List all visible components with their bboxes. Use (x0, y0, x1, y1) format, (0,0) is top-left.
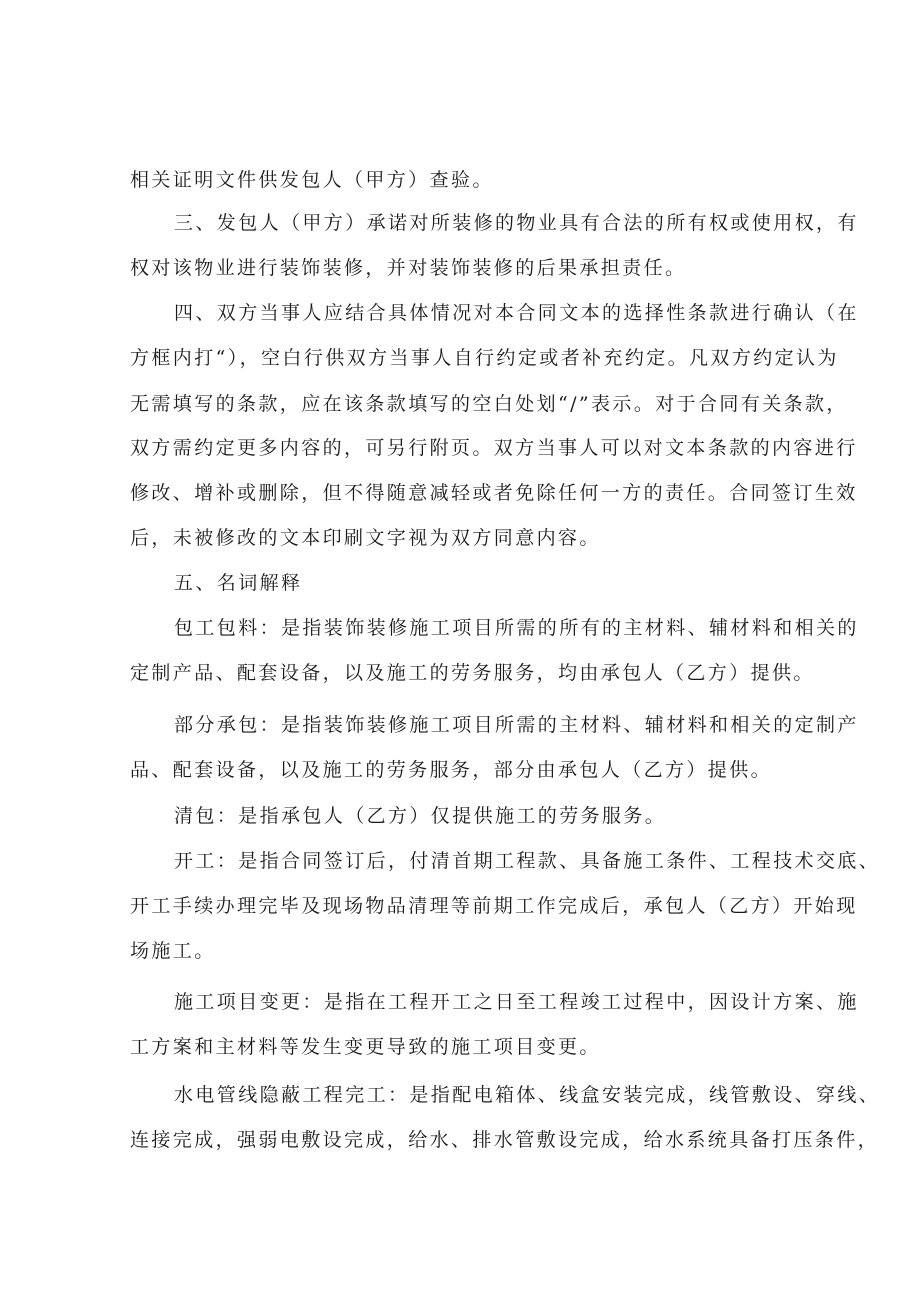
text-line: 部分承包：是指装饰装修施工项目所需的主材料、辅材料和相关的定制产 (174, 714, 859, 736)
text-line: 双方需约定更多内容的，可另行附页。双方当事人可以对文本条款的内容进行 (130, 437, 858, 459)
text-line: 施工项目变更：是指在工程开工之日至工程竣工过程中，因设计方案、施 (174, 991, 859, 1013)
text-line: 三、发包人（甲方）承诺对所装修的物业具有合法的所有权或使用权，有 (174, 212, 859, 234)
text-line: 包工包料：是指装饰装修施工项目所需的所有的主材料、辅材料和相关的 (174, 617, 859, 639)
text-line: 四、双方当事人应结合具体情况对本合同文本的选择性条款进行确认（在 (174, 302, 859, 324)
text-line: 修改、增补或删除，但不得随意减轻或者免除任何一方的责任。合同签订生效 (130, 482, 858, 504)
text-line: 连接完成，强弱电敷设完成，给水、排水管敷设完成，给水系统具备打压条件， (130, 1129, 880, 1151)
section-heading: 五、名词解释 (174, 572, 303, 594)
text-line: 场施工。 (130, 940, 216, 962)
text-line: 品、配套设备，以及施工的劳务服务，部分由承包人（乙方）提供。 (130, 759, 773, 781)
text-line: 开工：是指合同签订后，付清首期工程款、具备施工条件、工程技术交底、 (174, 850, 881, 872)
text-line: 无需填写的条款，应在该条款填写的空白处划“/”表示。对于合同有关条款， (130, 393, 848, 415)
text-line: 清包：是指承包人（乙方）仅提供施工的劳务服务。 (174, 805, 667, 827)
text-line: 工方案和主材料等发生变更导致的施工项目变更。 (130, 1036, 601, 1058)
text-line: 相关证明文件供发包人（甲方）查验。 (130, 169, 494, 191)
text-line: 水电管线隐蔽工程完工：是指配电箱体、线盒安装完成，线管敷设、穿线、 (174, 1084, 881, 1106)
text-line: 权对该物业进行装饰装修，并对装饰装修的后果承担责任。 (130, 257, 687, 279)
text-line: 后，未被修改的文本印刷文字视为双方同意内容。 (130, 527, 601, 549)
text-line: 开工手续办理完毕及现场物品清理等前期工作完成后，承包人（乙方）开始现 (130, 895, 858, 917)
text-line: 定制产品、配套设备，以及施工的劳务服务，均由承包人（乙方）提供。 (130, 662, 815, 684)
text-line: 方框内打“），空白行供双方当事人自行约定或者补充约定。凡双方约定认为 (130, 347, 839, 369)
